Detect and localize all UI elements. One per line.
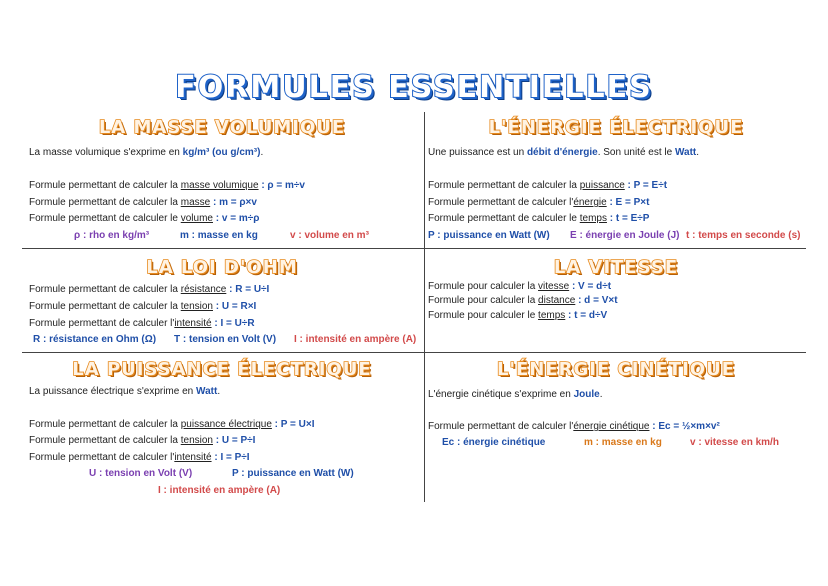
section-title-energie-electrique: L'ÉNERGIE ÉLECTRIQUE <box>488 117 744 138</box>
formula-temps-t: Formule permettant de calculer le temps : t = E÷P <box>428 213 650 224</box>
legend-rho: ρ : rho en kg/m³ <box>74 230 150 241</box>
formula-puissance-p: Formule permettant de calculer la puissance : P = E÷t <box>428 180 668 191</box>
formula-energie-e: Formule permettant de calculer l'énergie : E = P×t <box>428 197 650 208</box>
formula-energie-cinetique: Formule permettant de calculer l'énergie cinétique : Ec = ½×m×v² <box>428 421 720 432</box>
section-title-energie-cinetique: L'ÉNERGIE CINÉTIQUE <box>497 359 735 380</box>
legend-resistance: R : résistance en Ohm (Ω) <box>33 334 157 345</box>
column-divider <box>424 112 425 502</box>
formula-temps-vitesse: Formule pour calculer le temps : t = d÷V <box>428 310 608 321</box>
formula-masse-volumique: Formule permettant de calculer la masse volumique : ρ = m÷v <box>29 180 305 191</box>
page-title: FORMULES ESSENTIELLES <box>175 70 653 105</box>
masse-intro: La masse volumique s'exprime en kg/m³ (ou g/cm³). <box>29 147 264 158</box>
legend-masse-kg: m : masse en kg <box>584 437 662 448</box>
row-divider-1 <box>22 248 806 249</box>
formula-intensite-ohm: Formule permettant de calculer l'intensité : I = U÷R <box>29 318 255 329</box>
section-title-loi-ohm: LA LOI D'OHM <box>146 257 298 278</box>
legend-ec: Ec : énergie cinétique <box>442 437 546 448</box>
formula-distance: Formule pour calculer la distance : d = V×t <box>428 295 618 306</box>
formula-vitesse: Formule pour calculer la vitesse : V = d÷t <box>428 281 612 292</box>
formula-masse: Formule permettant de calculer la masse : m = ρ×v <box>29 197 257 208</box>
formula-tension-ohm: Formule permettant de calculer la tension : U = R×I <box>29 301 257 312</box>
formula-tension-puissance: Formule permettant de calculer la tension : U = P÷I <box>29 435 256 446</box>
legend-puissance-watt-2: P : puissance en Watt (W) <box>232 468 354 479</box>
legend-temps-seconde: t : temps en seconde (s) <box>686 230 801 241</box>
legend-tension-volt: T : tension en Volt (V) <box>174 334 277 345</box>
legend-masse: m : masse en kg <box>180 230 258 241</box>
row-divider-2 <box>22 352 806 353</box>
legend-puissance-watt: P : puissance en Watt (W) <box>428 230 550 241</box>
formula-intensite-puissance: Formule permettant de calculer l'intensité : I = P÷I <box>29 452 250 463</box>
section-title-masse-volumique: LA MASSE VOLUMIQUE <box>98 117 346 138</box>
legend-volume: v : volume en m³ <box>290 230 369 241</box>
formula-volume: Formule permettant de calculer le volume : v = m÷ρ <box>29 213 260 224</box>
puissance-intro: La puissance électrique s'exprime en Watt. <box>29 386 221 397</box>
formula-resistance: Formule permettant de calculer la résistance : R = U÷I <box>29 284 270 295</box>
section-title-vitesse: LA VITESSE <box>553 257 679 278</box>
legend-energie-joule: E : énergie en Joule (J) <box>570 230 680 241</box>
legend-intensite-ampere: I : intensité en ampère (A) <box>294 334 417 345</box>
legend-tension-volt-2: U : tension en Volt (V) <box>89 468 193 479</box>
energie-electrique-intro: Une puissance est un débit d'énergie. Son unité est le Watt. <box>428 147 700 158</box>
section-title-puissance-electrique: LA PUISSANCE ÉLECTRIQUE <box>72 359 372 380</box>
legend-vitesse-kmh: v : vitesse en km/h <box>690 437 779 448</box>
formula-puissance-electrique: Formule permettant de calculer la puissance électrique : P = U×I <box>29 419 315 430</box>
cinetique-intro: L'énergie cinétique s'exprime en Joule. <box>428 389 603 400</box>
legend-intensite-ampere-2: I : intensité en ampère (A) <box>158 485 281 496</box>
